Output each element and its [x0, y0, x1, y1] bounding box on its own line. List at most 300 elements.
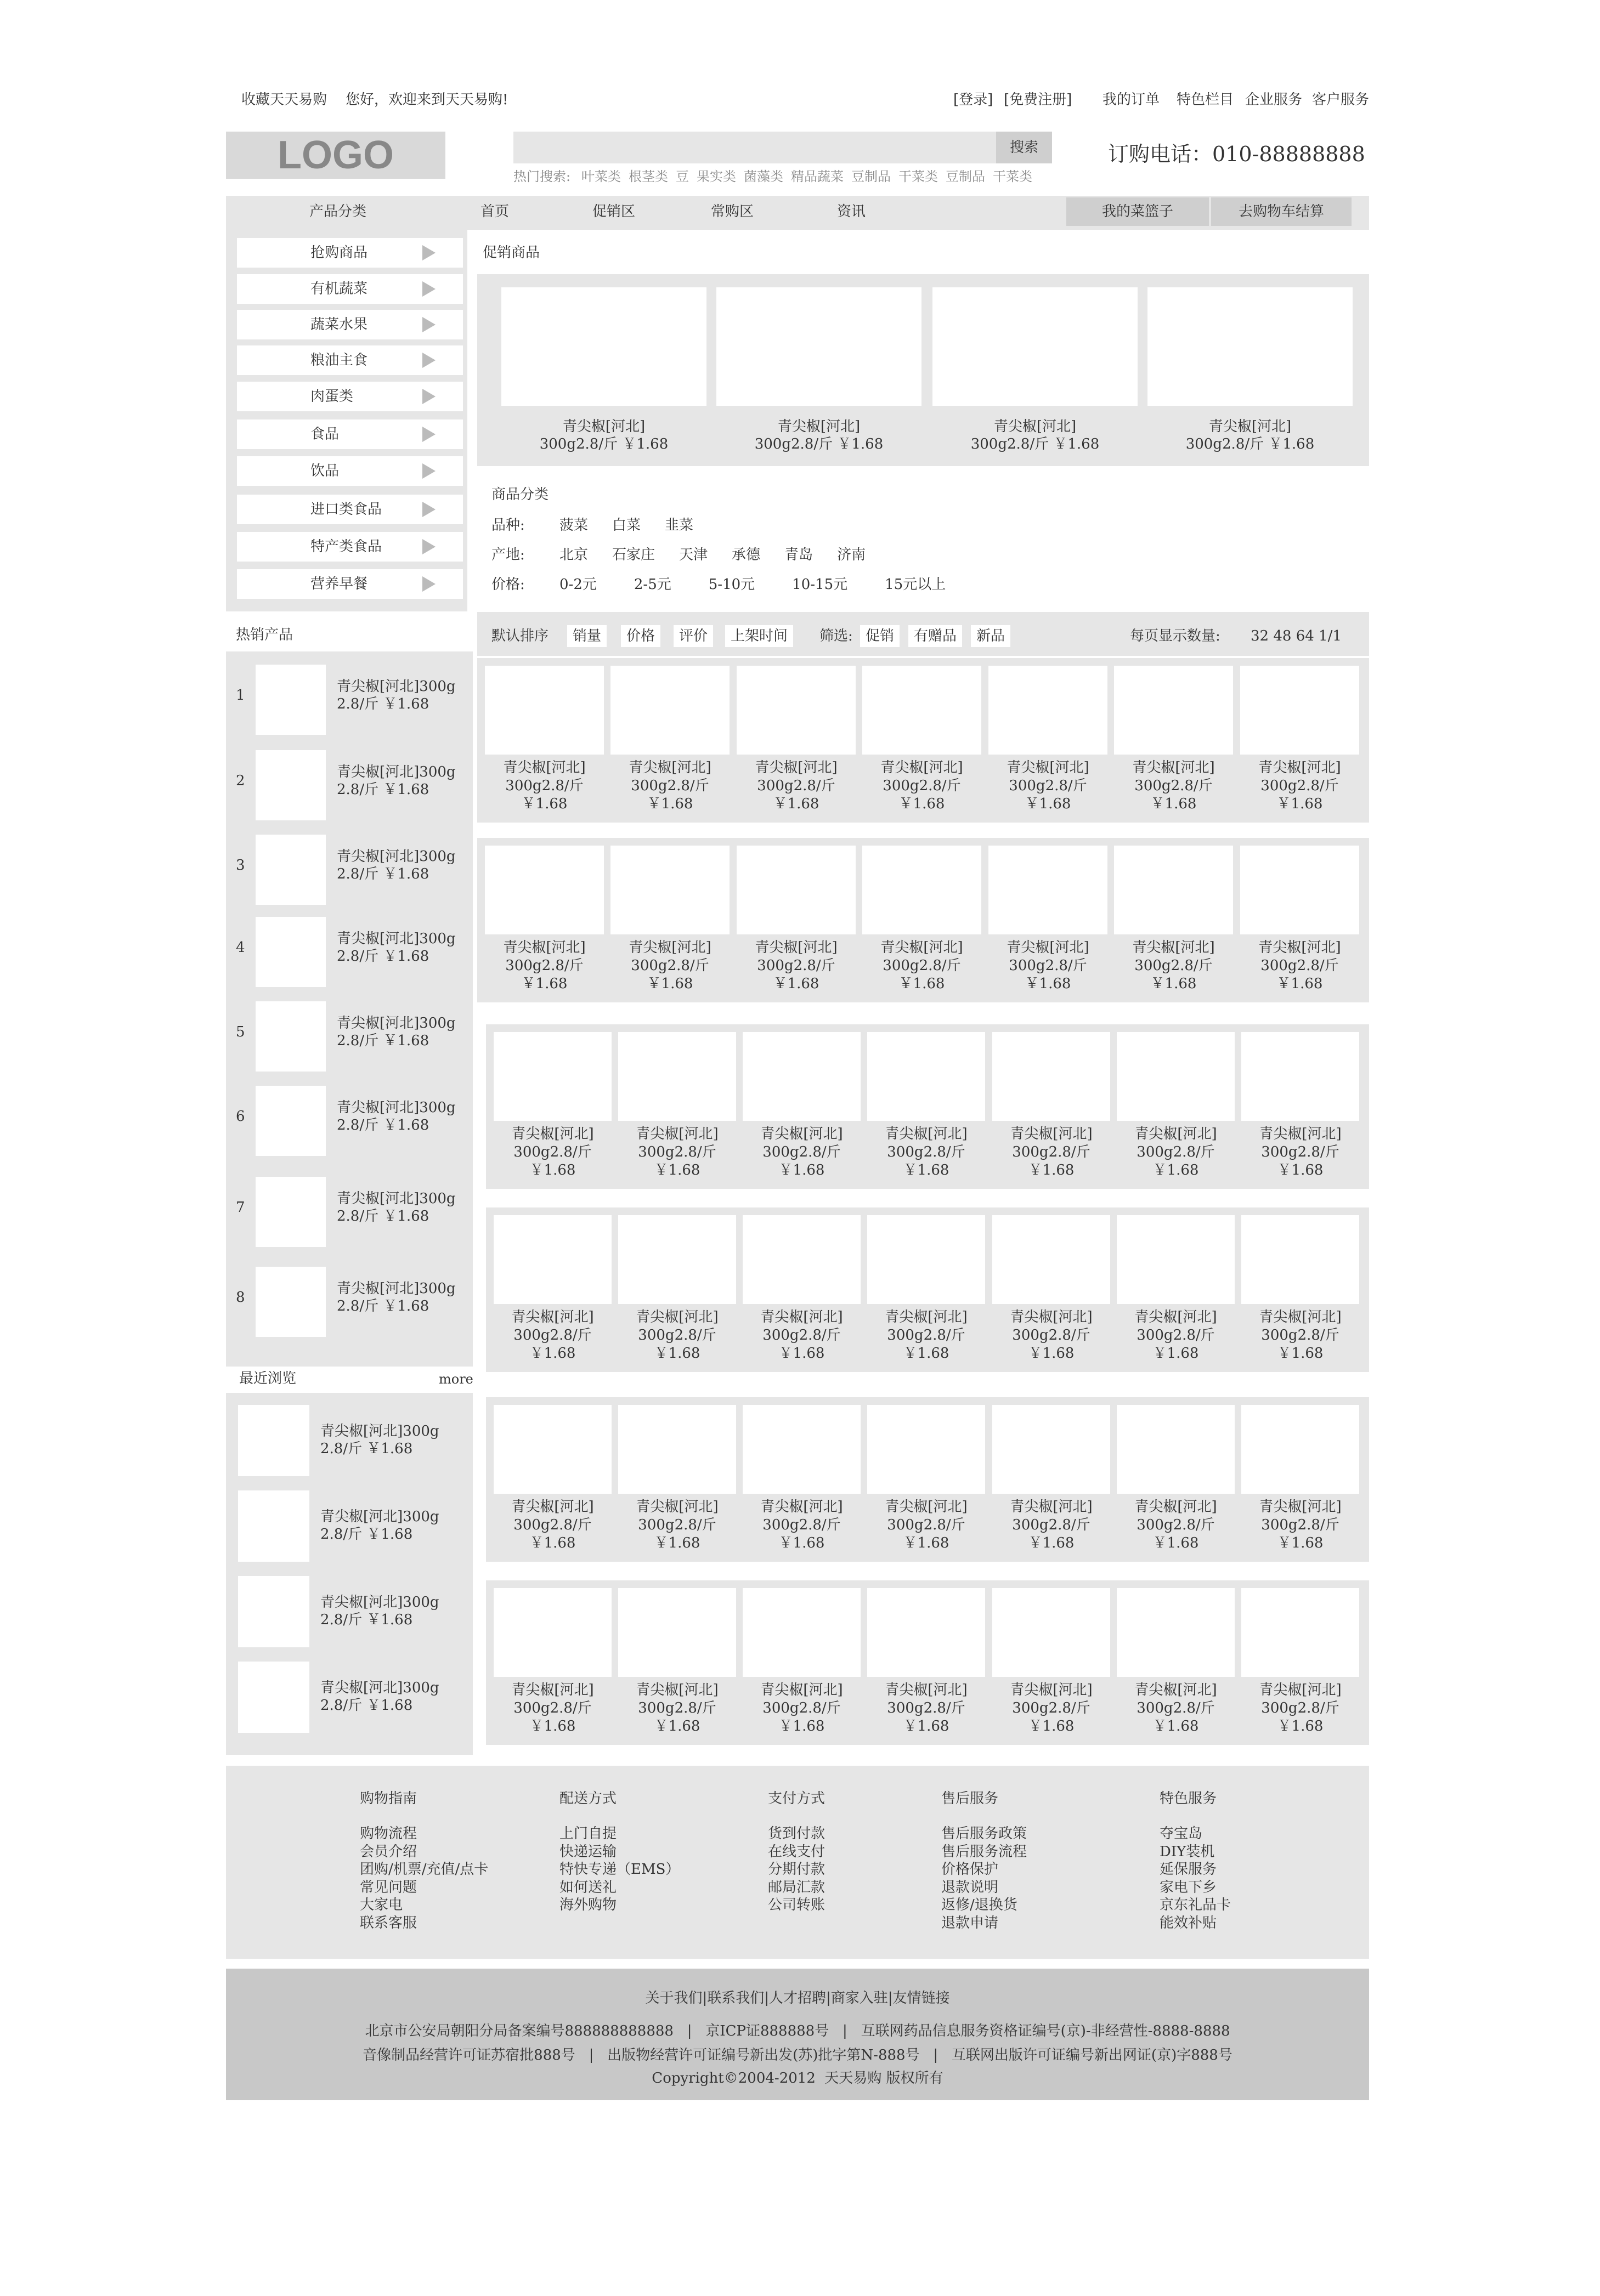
filter-promo[interactable]: 促销 — [860, 625, 900, 647]
product-name[interactable]: 青尖椒[河北] — [1134, 1126, 1217, 1142]
product-weight: 300g2.8/斤 — [513, 1327, 592, 1343]
product-weight: 300g2.8/斤 — [1137, 1517, 1215, 1533]
product-name[interactable]: 青尖椒[河北] — [1134, 1499, 1217, 1515]
hot-item-name[interactable]: 青尖椒[河北]300g — [337, 1015, 456, 1031]
product-name[interactable]: 青尖椒[河北] — [760, 1309, 843, 1325]
recent-item-image[interactable] — [238, 1662, 309, 1733]
footer-link[interactable]: 在线支付 — [768, 1843, 826, 1860]
product-price: ￥1.68 — [1277, 1345, 1324, 1362]
product-price: ￥1.68 — [778, 1345, 825, 1362]
product-name[interactable]: 青尖椒[河北] — [760, 1126, 843, 1142]
product-image[interactable] — [737, 666, 856, 755]
footer-col-title: 购物指南 — [360, 1790, 417, 1807]
product-weight: 300g2.8/斤 — [762, 1144, 841, 1160]
product-name[interactable]: 青尖椒[河北] — [1258, 759, 1341, 776]
product-image[interactable] — [867, 1215, 985, 1304]
product-weight: 300g2.8/斤 — [1012, 1144, 1090, 1160]
sort-default[interactable]: 默认排序 — [491, 628, 549, 644]
product-weight: 300g2.8/斤 — [1009, 957, 1087, 974]
product-price: ￥1.68 — [654, 1718, 700, 1734]
product-image[interactable] — [1117, 1405, 1235, 1494]
product-image[interactable] — [494, 1405, 612, 1494]
product-weight: 300g2.8/斤 — [887, 1517, 965, 1533]
product-image[interactable] — [494, 1032, 612, 1121]
footer-link[interactable]: 上门自提 — [559, 1826, 617, 1842]
my-basket-button[interactable]: 我的菜篮子 — [1066, 197, 1209, 226]
product-image[interactable] — [618, 1215, 736, 1304]
hot-item-price: 2.8/斤 ￥1.68 — [337, 1033, 429, 1049]
hot-item-name[interactable]: 青尖椒[河北]300g — [337, 764, 456, 780]
product-name[interactable]: 青尖椒[河北] — [629, 759, 711, 776]
product-image[interactable] — [618, 1405, 736, 1494]
product-image[interactable] — [743, 1032, 861, 1121]
customer-service-link[interactable]: 客户服务 — [1312, 92, 1370, 108]
login-link[interactable]: [登录] — [953, 92, 993, 108]
product-price: ￥1.68 — [898, 976, 945, 992]
product-image[interactable] — [737, 846, 856, 934]
hot-item-image[interactable] — [256, 665, 326, 735]
price-option[interactable]: 5-10元 — [708, 576, 755, 593]
filter-label: 筛选: — [819, 628, 853, 644]
hot-rank: 4 — [236, 939, 245, 956]
hot-item-image[interactable] — [256, 917, 326, 987]
product-weight: 300g2.8/斤 — [762, 1517, 841, 1533]
sort-rating[interactable]: 评价 — [674, 625, 713, 647]
hot-search-term[interactable]: 精品蔬菜 — [791, 169, 844, 184]
hot-item-name[interactable]: 青尖椒[河北]300g — [337, 1280, 456, 1297]
hot-search-term[interactable]: 叶菜类 — [581, 169, 621, 184]
register-link[interactable]: [免费注册] — [1004, 92, 1072, 108]
per-page-options[interactable]: 32 48 64 1/1 — [1251, 628, 1342, 644]
promo-image[interactable] — [932, 287, 1138, 406]
category-label: 粮油主食 — [310, 352, 368, 369]
product-name[interactable]: 青尖椒[河北] — [1134, 1682, 1217, 1698]
footer-link[interactable]: 常见问题 — [360, 1879, 417, 1896]
category-label: 抢购商品 — [310, 245, 368, 261]
filter-gift[interactable]: 有赠品 — [908, 625, 962, 647]
product-name[interactable]: 青尖椒[河北] — [885, 1309, 968, 1325]
product-image[interactable] — [992, 1405, 1110, 1494]
product-weight: 300g2.8/斤 — [883, 957, 961, 974]
product-price: ￥1.68 — [521, 976, 568, 992]
chevron-right-icon — [422, 245, 436, 260]
variety-option[interactable]: 白菜 — [612, 517, 641, 534]
product-weight: 300g2.8/斤 — [762, 1327, 841, 1343]
product-name[interactable]: 青尖椒[河北] — [636, 1499, 719, 1515]
hot-item-price: 2.8/斤 ￥1.68 — [337, 781, 429, 798]
bottom-links[interactable]: 关于我们|联系我们|人才招聘|商家入驻|友情链接 — [645, 1990, 950, 2006]
product-weight: 300g2.8/斤 — [883, 778, 961, 794]
category-label: 蔬菜水果 — [310, 316, 368, 333]
product-price: ￥1.68 — [898, 796, 945, 812]
origin-option[interactable]: 石家庄 — [612, 547, 655, 563]
hot-search-term[interactable]: 干菜类 — [898, 169, 938, 184]
hot-title: 热销产品 — [236, 627, 293, 643]
footer-link[interactable]: 退款说明 — [941, 1879, 999, 1896]
promo-image[interactable] — [716, 287, 921, 406]
footer-link[interactable]: 家电下乡 — [1160, 1879, 1217, 1896]
product-name[interactable]: 青尖椒[河北] — [755, 759, 838, 776]
enterprise-link[interactable]: 企业服务 — [1245, 92, 1303, 108]
footer-link[interactable]: 退款申请 — [941, 1914, 999, 1931]
product-weight: 300g2.8/斤 — [1012, 1327, 1090, 1343]
promo-name[interactable]: 青尖椒[河北] — [993, 418, 1077, 435]
product-name[interactable]: 青尖椒[河北] — [1010, 1309, 1093, 1325]
chevron-right-icon — [422, 317, 436, 332]
product-weight: 300g2.8/斤 — [638, 1327, 716, 1343]
product-price: ￥1.68 — [773, 976, 819, 992]
product-image[interactable] — [610, 846, 730, 934]
promo-image[interactable] — [1147, 287, 1353, 406]
product-name[interactable]: 青尖椒[河北] — [755, 939, 838, 956]
product-image[interactable] — [992, 1032, 1110, 1121]
hot-item-price: 2.8/斤 ￥1.68 — [337, 866, 429, 882]
chevron-right-icon — [422, 389, 436, 404]
product-weight: 300g2.8/斤 — [757, 957, 835, 974]
chevron-right-icon — [422, 353, 436, 368]
product-image[interactable] — [1117, 1032, 1235, 1121]
product-image[interactable] — [1241, 1588, 1359, 1677]
origin-option[interactable]: 北京 — [559, 547, 589, 563]
product-price: ￥1.68 — [1152, 1162, 1199, 1178]
nav-news[interactable]: 资讯 — [837, 203, 866, 220]
product-name[interactable]: 青尖椒[河北] — [1010, 1682, 1093, 1698]
footer-link[interactable]: 京东礼品卡 — [1160, 1897, 1231, 1913]
product-weight: 300g2.8/斤 — [1012, 1700, 1090, 1716]
product-image[interactable] — [743, 1405, 861, 1494]
price-option[interactable]: 10-15元 — [792, 576, 848, 593]
per-page-label: 每页显示数量: — [1130, 628, 1220, 644]
product-name[interactable]: 青尖椒[河北] — [1007, 759, 1089, 776]
footer-link[interactable]: 邮局汇款 — [768, 1879, 826, 1896]
product-price: ￥1.68 — [773, 796, 819, 812]
product-name[interactable]: 青尖椒[河北] — [885, 1499, 968, 1515]
product-weight: 300g2.8/斤 — [1261, 1700, 1339, 1716]
category-title: 产品分类 — [309, 203, 367, 220]
product-weight: 300g2.8/斤 — [513, 1144, 592, 1160]
sort-price[interactable]: 价格 — [621, 625, 660, 647]
variety-option[interactable]: 菠菜 — [559, 517, 589, 534]
nav-frequent[interactable]: 常购区 — [711, 203, 754, 220]
recent-item-name[interactable]: 青尖椒[河北]300g — [320, 1594, 439, 1611]
recent-item-name[interactable]: 青尖椒[河北]300g — [320, 1680, 439, 1696]
footer-link[interactable]: 如何送礼 — [559, 1879, 617, 1896]
promo-image[interactable] — [501, 287, 706, 406]
recent-item-image[interactable] — [238, 1405, 309, 1476]
hot-item-name[interactable]: 青尖椒[河北]300g — [337, 678, 456, 695]
product-image[interactable] — [1240, 846, 1359, 934]
recent-item-image[interactable] — [238, 1576, 309, 1647]
product-image[interactable] — [1114, 846, 1233, 934]
product-image[interactable] — [867, 1405, 985, 1494]
promo-price: 300g2.8/斤 ￥1.68 — [754, 436, 884, 452]
promo-name[interactable]: 青尖椒[河北] — [1208, 418, 1292, 435]
product-name[interactable]: 青尖椒[河北] — [1259, 1126, 1342, 1142]
recent-item-price: 2.8/斤 ￥1.68 — [320, 1441, 413, 1457]
recent-item-price: 2.8/斤 ￥1.68 — [320, 1526, 413, 1543]
chevron-right-icon — [422, 502, 436, 517]
hot-search-term[interactable]: 果实类 — [697, 169, 736, 184]
product-image[interactable] — [1241, 1032, 1359, 1121]
chevron-right-icon — [422, 539, 436, 554]
footer-link[interactable]: 夺宝岛 — [1160, 1826, 1203, 1842]
footer-link[interactable]: 特快专递（EMS） — [559, 1861, 680, 1878]
product-weight: 300g2.8/斤 — [1137, 1144, 1215, 1160]
product-price: ￥1.68 — [1276, 796, 1323, 812]
product-price: ￥1.68 — [647, 796, 693, 812]
price-option[interactable]: 2-5元 — [634, 576, 671, 593]
product-name[interactable]: 青尖椒[河北] — [636, 1682, 719, 1698]
category-label: 有机蔬菜 — [310, 281, 368, 297]
product-price: ￥1.68 — [778, 1162, 825, 1178]
hot-item-image[interactable] — [256, 1267, 326, 1337]
footer-link[interactable]: 公司转账 — [768, 1897, 826, 1913]
product-image[interactable] — [988, 846, 1107, 934]
product-name[interactable]: 青尖椒[河北] — [885, 1126, 968, 1142]
price-label: 价格: — [491, 576, 525, 593]
price-option[interactable]: 15元以上 — [885, 576, 946, 593]
logo[interactable]: LOGO — [226, 132, 445, 179]
category-label: 营养早餐 — [310, 576, 368, 592]
hot-item-image[interactable] — [256, 835, 326, 905]
product-price: ￥1.68 — [1028, 1718, 1075, 1734]
hot-item-image[interactable] — [256, 1177, 326, 1247]
footer-link[interactable]: 延保服务 — [1160, 1861, 1217, 1878]
product-name[interactable]: 青尖椒[河北] — [1010, 1126, 1093, 1142]
copyright: Copyright©2004-2012 天天易购 版权所有 — [652, 2070, 943, 2087]
product-price: ￥1.68 — [1277, 1718, 1324, 1734]
nav-promo[interactable]: 促销区 — [592, 203, 636, 220]
product-weight: 300g2.8/斤 — [1137, 1327, 1215, 1343]
footer-link[interactable]: 团购/机票/充值/点卡 — [360, 1861, 489, 1878]
featured-link[interactable]: 特色栏目 — [1177, 92, 1234, 108]
product-image[interactable] — [992, 1215, 1110, 1304]
product-image[interactable] — [992, 1588, 1110, 1677]
hot-rank: 1 — [236, 687, 245, 704]
recent-item-name[interactable]: 青尖椒[河北]300g — [320, 1509, 439, 1525]
recent-title: 最近浏览 — [239, 1370, 297, 1387]
product-image[interactable] — [610, 666, 730, 755]
product-name[interactable]: 青尖椒[河北] — [1007, 939, 1089, 956]
product-name[interactable]: 青尖椒[河北] — [1134, 1309, 1217, 1325]
product-weight: 300g2.8/斤 — [505, 957, 584, 974]
recent-item-price: 2.8/斤 ￥1.68 — [320, 1697, 413, 1714]
sort-newest[interactable]: 上架时间 — [725, 625, 793, 647]
origin-option[interactable]: 青岛 — [784, 547, 813, 563]
my-orders-link[interactable]: 我的订单 — [1103, 92, 1160, 108]
product-image[interactable] — [743, 1588, 861, 1677]
product-price: ￥1.68 — [521, 796, 568, 812]
product-name[interactable]: 青尖椒[河北] — [511, 1126, 594, 1142]
product-name[interactable]: 青尖椒[河北] — [636, 1126, 719, 1142]
promo-name[interactable]: 青尖椒[河北] — [562, 418, 646, 435]
hot-rank: 8 — [236, 1289, 245, 1306]
product-price: ￥1.68 — [529, 1718, 576, 1734]
recent-item-image[interactable] — [238, 1490, 309, 1562]
product-price: ￥1.68 — [1025, 796, 1071, 812]
product-image[interactable] — [988, 666, 1107, 755]
product-image[interactable] — [862, 666, 981, 755]
product-price: ￥1.68 — [903, 1718, 949, 1734]
filter-title: 商品分类 — [491, 486, 549, 503]
footer-link[interactable]: 货到付款 — [768, 1826, 826, 1842]
product-weight: 300g2.8/斤 — [1261, 1327, 1339, 1343]
product-name[interactable]: 青尖椒[河北] — [636, 1309, 719, 1325]
hot-item-image[interactable] — [256, 1086, 326, 1156]
product-price: ￥1.68 — [1152, 1535, 1199, 1551]
footer-link[interactable]: 会员介绍 — [360, 1843, 417, 1860]
footer-link[interactable]: 售后服务政策 — [941, 1826, 1027, 1842]
product-name[interactable]: 青尖椒[河北] — [1010, 1499, 1093, 1515]
hot-search-term[interactable]: 豆 — [676, 169, 689, 184]
hot-item-name[interactable]: 青尖椒[河北]300g — [337, 1190, 456, 1207]
product-image[interactable] — [1117, 1215, 1235, 1304]
product-name[interactable]: 青尖椒[河北] — [629, 939, 711, 956]
product-name[interactable]: 青尖椒[河北] — [1132, 939, 1215, 956]
recent-item-name[interactable]: 青尖椒[河北]300g — [320, 1423, 439, 1439]
hot-item-name[interactable]: 青尖椒[河北]300g — [337, 1099, 456, 1116]
footer-col-title: 售后服务 — [941, 1790, 999, 1807]
chevron-right-icon — [422, 463, 436, 479]
product-name[interactable]: 青尖椒[河北] — [1259, 1682, 1342, 1698]
product-weight: 300g2.8/斤 — [887, 1144, 965, 1160]
product-price: ￥1.68 — [1028, 1162, 1075, 1178]
hot-search-list — [581, 168, 1032, 185]
footer-link[interactable]: 能效补贴 — [1160, 1914, 1217, 1931]
product-price: ￥1.68 — [654, 1535, 700, 1551]
hot-item-image[interactable] — [256, 1001, 326, 1072]
price-option[interactable]: 0-2元 — [559, 576, 597, 593]
product-weight: 300g2.8/斤 — [631, 778, 709, 794]
product-weight: 300g2.8/斤 — [1012, 1517, 1090, 1533]
product-name[interactable]: 青尖椒[河北] — [885, 1682, 968, 1698]
footer-link[interactable]: 分期付款 — [768, 1861, 826, 1878]
footer-link[interactable]: 快递运输 — [559, 1843, 617, 1860]
product-name[interactable]: 青尖椒[河北] — [1132, 759, 1215, 776]
product-price: ￥1.68 — [903, 1345, 949, 1362]
hot-rank: 5 — [236, 1024, 245, 1040]
promo-title: 促销商品 — [483, 245, 540, 261]
product-image[interactable] — [494, 1215, 612, 1304]
hot-search-label: 热门搜索: — [513, 169, 571, 184]
product-name[interactable]: 青尖椒[河北] — [511, 1309, 594, 1325]
origin-option[interactable]: 承德 — [732, 547, 761, 563]
product-price: ￥1.68 — [1025, 976, 1071, 992]
product-name[interactable]: 青尖椒[河北] — [760, 1499, 843, 1515]
footer-link[interactable]: DIY装机 — [1160, 1843, 1215, 1860]
product-weight: 300g2.8/斤 — [1260, 957, 1339, 974]
product-image[interactable] — [867, 1588, 985, 1677]
origin-label: 产地: — [491, 547, 525, 563]
footer-link[interactable]: 售后服务流程 — [941, 1843, 1027, 1860]
sort-sales[interactable]: 销量 — [567, 625, 607, 647]
hot-item-image[interactable] — [256, 750, 326, 820]
chevron-right-icon — [422, 427, 436, 442]
hot-rank: 6 — [236, 1108, 245, 1125]
footer-link[interactable]: 大家电 — [360, 1897, 403, 1913]
hot-rank: 2 — [236, 773, 245, 789]
product-price: ￥1.68 — [1152, 1718, 1199, 1734]
product-image[interactable] — [618, 1588, 736, 1677]
product-price: ￥1.68 — [903, 1535, 949, 1551]
product-image[interactable] — [743, 1215, 861, 1304]
checkout-button[interactable]: 去购物车结算 — [1211, 197, 1352, 226]
product-name[interactable]: 青尖椒[河北] — [1259, 1309, 1342, 1325]
footer-link[interactable]: 返修/退换货 — [941, 1897, 1017, 1913]
product-name[interactable]: 青尖椒[河北] — [760, 1682, 843, 1698]
product-weight: 300g2.8/斤 — [1260, 778, 1339, 794]
product-name[interactable]: 青尖椒[河北] — [511, 1682, 594, 1698]
nav-home[interactable]: 首页 — [480, 203, 510, 220]
hot-search-term[interactable]: 根茎类 — [629, 169, 668, 184]
search-button[interactable]: 搜索 — [996, 132, 1052, 163]
hot-search-term[interactable]: 干菜类 — [993, 169, 1032, 184]
product-image[interactable] — [494, 1588, 612, 1677]
hot-search-term[interactable]: 豆制品 — [946, 169, 985, 184]
promo-price: 300g2.8/斤 ￥1.68 — [539, 436, 669, 452]
hot-rank: 7 — [236, 1199, 245, 1216]
variety-option[interactable]: 韭菜 — [665, 517, 694, 534]
product-name[interactable]: 青尖椒[河北] — [880, 759, 963, 776]
footer-link[interactable]: 购物流程 — [360, 1826, 417, 1842]
product-weight: 300g2.8/斤 — [887, 1327, 965, 1343]
product-price: ￥1.68 — [1276, 976, 1323, 992]
product-price: ￥1.68 — [1028, 1345, 1075, 1362]
order-phone: 订购电话：010-88888888 — [1108, 142, 1365, 166]
product-image[interactable] — [1114, 666, 1233, 755]
hot-item-name[interactable]: 青尖椒[河北]300g — [337, 848, 456, 865]
product-weight: 300g2.8/斤 — [513, 1700, 592, 1716]
variety-label: 品种: — [491, 517, 525, 534]
product-name[interactable]: 青尖椒[河北] — [503, 939, 586, 956]
product-name[interactable]: 青尖椒[河北] — [511, 1499, 594, 1515]
product-image[interactable] — [867, 1032, 985, 1121]
product-image[interactable] — [1240, 666, 1359, 755]
product-image[interactable] — [618, 1032, 736, 1121]
origin-option[interactable]: 济南 — [837, 547, 866, 563]
license-line-1: 北京市公安局朝阳分局备案编号888888888888 | 京ICP证888888号 | 互联网药品信息服务资格证编号(京)-非经营性-8888-8888 — [365, 2023, 1230, 2039]
hot-rank: 3 — [236, 857, 245, 874]
product-image[interactable] — [485, 846, 604, 934]
hot-item-price: 2.8/斤 ￥1.68 — [337, 1208, 429, 1224]
product-name[interactable]: 青尖椒[河北] — [1258, 939, 1341, 956]
footer-col-title: 配送方式 — [559, 1790, 617, 1807]
product-name[interactable]: 青尖椒[河北] — [503, 759, 586, 776]
search-input[interactable] — [513, 132, 996, 163]
product-weight: 300g2.8/斤 — [631, 957, 709, 974]
footer-link[interactable]: 联系客服 — [360, 1914, 417, 1931]
product-image[interactable] — [1117, 1588, 1235, 1677]
product-name[interactable]: 青尖椒[河北] — [1259, 1499, 1342, 1515]
footer-link[interactable]: 海外购物 — [559, 1897, 617, 1913]
footer-link[interactable]: 价格保护 — [941, 1861, 999, 1878]
hot-item-name[interactable]: 青尖椒[河北]300g — [337, 931, 456, 947]
product-image[interactable] — [485, 666, 604, 755]
footer-col-title: 特色服务 — [1160, 1790, 1217, 1807]
promo-name[interactable]: 青尖椒[河北] — [777, 418, 861, 435]
product-name[interactable]: 青尖椒[河北] — [880, 939, 963, 956]
filter-new[interactable]: 新品 — [971, 625, 1010, 647]
product-image[interactable] — [1241, 1405, 1359, 1494]
product-image[interactable] — [862, 846, 981, 934]
chevron-right-icon — [422, 576, 436, 592]
recent-more-link[interactable]: more — [439, 1371, 473, 1387]
hot-search-term[interactable]: 豆制品 — [851, 169, 891, 184]
origin-option[interactable]: 天津 — [679, 547, 708, 563]
bookmark-link[interactable]: 收藏天天易购 — [241, 92, 327, 108]
hot-search-term[interactable]: 菌藻类 — [744, 169, 783, 184]
product-image[interactable] — [1241, 1215, 1359, 1304]
